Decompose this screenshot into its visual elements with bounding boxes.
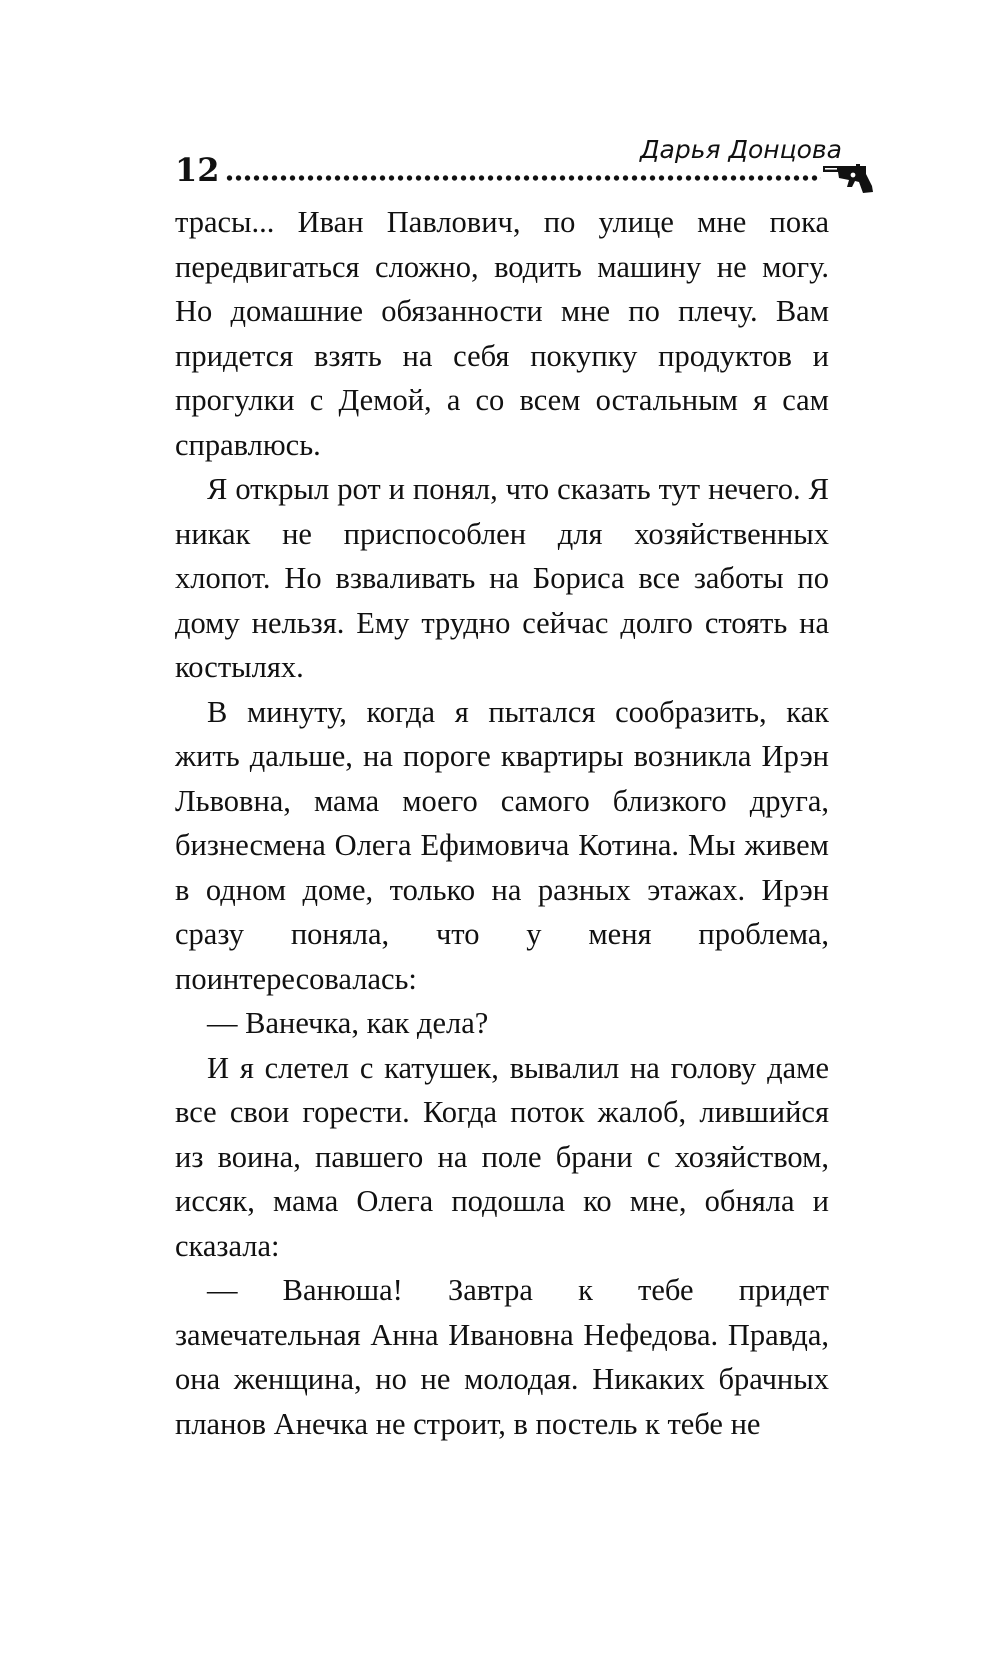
dialogue-line: — Ванюша! Завтра к тебе придет замечательная Анна Ивановна Нефедова. Правда, она женщина, но не молодая. Никаких брачных планов Анечка не строит, в постель к тебе не xyxy=(175,1273,829,1441)
body-text xyxy=(175,200,829,1446)
paragraph: трасы... Иван Павлович, по улице мне пока передвигаться сложно, водить машину не могу. Но домашние обязанности мне по плечу. Вам придется взять на себя покупку продуктов и прогулки с Демой, а со всем остальным я сам справлюсь. xyxy=(175,205,829,462)
paragraph: Я открыл рот и понял, что сказать тут нечего. Я никак не приспособлен для хозяйственных хлопот. Но взваливать на Бориса все заботы по дому нельзя. Ему трудно сейчас долго стоять на костылях. xyxy=(175,472,829,684)
page-number: 12 xyxy=(175,151,220,189)
paragraph: В минуту, когда я пытался сообразить, как жить дальше, на пороге квартиры возникла Ирэн Львовна, мама моего самого близкого друга, бизнесмена Олега Ефимовича Котина. Мы живем в одном доме, только на разных этажах. Ирэн сразу поняла, что у меня проблема, поинтересовалась: xyxy=(175,694,829,996)
running-head-author: Дарья Донцова xyxy=(640,135,842,164)
revolver-icon xyxy=(822,160,874,194)
dotted-leader xyxy=(225,174,821,182)
paragraph: И я слетел с катушек, вывалил на голову даме все свои горести. Когда поток жалоб, лившийся из воина, павшего на поле брани с хозяйством, иссяк, мама Олега подошла ко мне, обняла и сказала: xyxy=(175,1050,829,1263)
dialogue-line: — Ванечка, как дела? xyxy=(207,1006,489,1040)
